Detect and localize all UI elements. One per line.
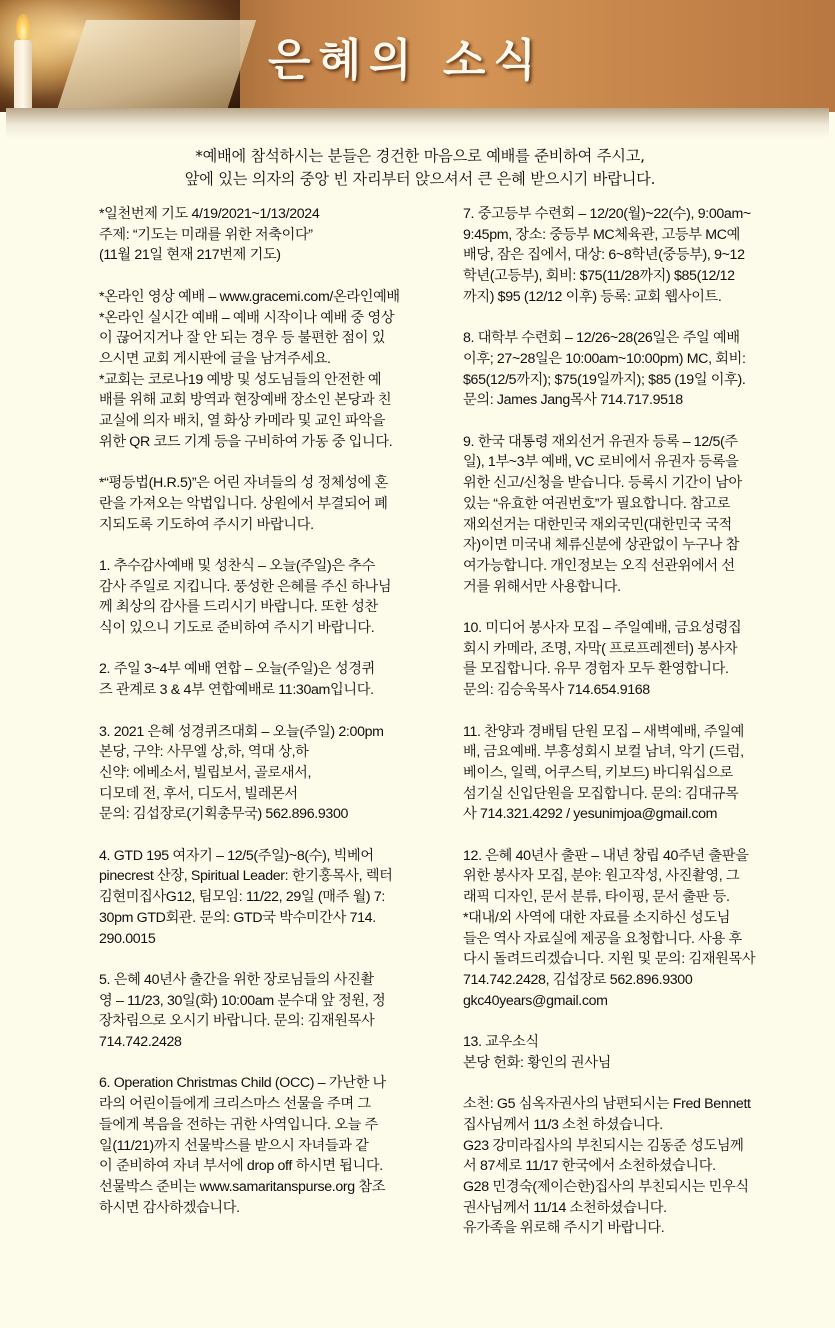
announcement-line: 본당 헌화: 황인의 권사님 xyxy=(463,1054,611,1071)
announcement-item xyxy=(463,846,813,1012)
announcement-line: 12. 은혜 40년사 출판 – 내년 창립 40주년 출판을 xyxy=(463,847,749,864)
announcement-line: gkc40years@gmail.com xyxy=(463,992,608,1009)
announcement-line: 배당, 잠은 집에서, 대상: 6~8학년(중등부), 9~12 xyxy=(463,247,745,264)
divider-band xyxy=(6,108,829,138)
announcement-line: 베이스, 일렉, 어쿠스틱, 키보드) 바디워십으로 xyxy=(463,764,733,781)
announcement-line: $65(12/5까지); $75(19일까지); $85 (19일 이후). xyxy=(463,371,746,388)
announcement-item xyxy=(463,328,813,411)
announcement-item xyxy=(99,556,449,639)
announcement-line: *일천번제 기도 4/19/2021~1/13/2024 xyxy=(99,206,320,222)
announcement-line: 290.0015 xyxy=(99,930,156,947)
announcement-line: 이 끊어지거나 잘 안 되는 경우 등 불편한 점이 있 xyxy=(99,330,386,347)
right-column xyxy=(463,204,813,1239)
intro-notice xyxy=(100,145,740,191)
announcement-line: 일), 1부~3부 예배, VC 로비에서 유권자 등록을 xyxy=(463,454,739,471)
announcement-line: 714.742.2428, 김섭장로 562.896.9300 xyxy=(463,971,693,988)
announcement-line: 래픽 디자인, 문서 분류, 타이핑, 문서 출판 등. xyxy=(463,889,730,906)
announcement-item xyxy=(99,1073,449,1218)
announcement-line: 식이 있으니 기도로 준비하여 주시기 바랍니다. xyxy=(99,620,375,637)
announcement-line: 문의: 김승욱목사 714.654.9168 xyxy=(463,682,650,699)
announcement-item xyxy=(99,970,449,1053)
open-bible-icon xyxy=(54,20,256,112)
announcement-item xyxy=(99,659,449,700)
announcement-line: 5. 은혜 40년사 출간을 위한 장로님들의 사진촬 xyxy=(99,971,374,988)
announcement-item xyxy=(99,722,449,826)
announcement-line: 서 87세로 11/17 한국에서 소천하셨습니다. xyxy=(463,1158,716,1175)
announcement-line: 여가능합니다. 개인정보는 오직 선관위에서 선 xyxy=(463,557,735,574)
announcement-line: 문의: 김섭장로(기획총무국) 562.896.9300 xyxy=(99,806,349,823)
announcement-line: 영 – 11/23, 30일(화) 10:00am 분수대 앞 정원, 정 xyxy=(99,992,386,1009)
announcement-line: 본당, 구약: 사무엘 상,하, 역대 상,하 xyxy=(99,744,309,761)
announcement-item xyxy=(463,1032,813,1073)
announcement-line: 있는 “유효한 여권번호”가 필요합니다. 참고로 xyxy=(463,495,731,512)
announcement-line: 다시 돌려드리겠습니다. 지원 및 문의: 김재원목사 xyxy=(463,951,756,968)
announcement-line: 으시면 교회 게시판에 글을 남겨주세요. xyxy=(99,350,331,367)
announcement-line: 사 714.321.4292 / yesunimjoa@gmail.com xyxy=(463,806,718,823)
flame-icon xyxy=(16,14,30,40)
announcement-line: 회시 카메라, 조명, 자막( 프로프레젠터) 봉사자 xyxy=(463,640,738,657)
announcement-line: 라의 어린이들에게 크리스마스 선물을 주며 그 xyxy=(99,1096,371,1113)
announcement-line: 하시면 감사하겠습니다. xyxy=(99,1199,240,1216)
announcement-line: 위한 봉사자 모집, 분야: 원고작성, 사진촬영, 그 xyxy=(463,868,740,885)
announcement-line: 디모데 전, 후서, 디도서, 빌레몬서 xyxy=(99,785,298,802)
announcement-line: *“평등법(H.R.5)”은 어린 자녀들의 성 정체성에 혼 xyxy=(99,475,388,492)
announcement-line: *온라인 실시간 예배 – 예배 시작이나 예배 중 영상 xyxy=(99,309,395,326)
announcement-line: 배를 위해 교회 방역과 현장예배 장소인 본당과 친 xyxy=(99,392,392,409)
announcement-line: 9:45pm, 장소: 중등부 MC체육관, 고등부 MC예 xyxy=(463,226,740,243)
announcement-line: 4. GTD 195 여자기 – 12/5(주일)~8(수), 빅베어 xyxy=(99,847,374,864)
announcement-line: 께 최상의 감사를 드리시기 바랍니다. 또한 성찬 xyxy=(99,599,378,616)
announcement-line: 문의: James Jang목사 714.717.9518 xyxy=(463,392,683,409)
announcement-line: 신약: 에베소서, 빌립보서, 골로새서, xyxy=(99,764,312,781)
announcement-item xyxy=(463,432,813,598)
announcement-line: 714.742.2428 xyxy=(99,1034,182,1051)
announcement-line: 7. 중고등부 수련회 – 12/20(월)~22(수), 9:00am~ xyxy=(463,206,751,222)
announcement-line: 소천: G5 심옥자권사의 남편되시는 Fred Bennett xyxy=(463,1096,751,1113)
announcement-item xyxy=(463,618,813,701)
announcement-line: 30pm GTD회관. 문의: GTD국 박수미간사 714. xyxy=(99,909,376,926)
announcement-item xyxy=(463,1094,813,1239)
announcement-line: (11월 21일 현재 217번제 기도) xyxy=(99,247,281,264)
announcement-line: 집사님께서 11/3 소천 하셨습니다. xyxy=(463,1116,663,1133)
announcement-line: 까지) $95 (12/12 이후) 등록: 교회 웹사이트. xyxy=(463,288,722,305)
left-column xyxy=(99,204,449,1218)
announcement-line: 11. 찬양과 경배팀 단원 모집 – 새벽예배, 주일예 xyxy=(463,723,744,740)
announcement-line: 1. 추수감사예배 및 성찬식 – 오늘(주일)은 추수 xyxy=(99,557,376,574)
announcement-line: 거를 위해서만 사용합니다. xyxy=(463,578,621,595)
announcement-item xyxy=(99,204,449,266)
announcement-line: 지되도록 기도하여 주시기 바랍니다. xyxy=(99,516,314,533)
candle-icon xyxy=(14,40,32,110)
announcement-line: *대내/외 사역에 대한 자료를 소지하신 성도님 xyxy=(463,909,731,926)
header-banner xyxy=(0,0,835,112)
announcement-line: 6. Operation Christmas Child (OCC) – 가난한 나 xyxy=(99,1075,386,1092)
announcement-line: *온라인 영상 예배 – www.gracemi.com/온라인예배 xyxy=(99,288,400,305)
announcement-line: 2. 주일 3~4부 예배 연합 – 오늘(주일)은 성경퀴 xyxy=(99,661,375,678)
announcement-line: 장차림으로 오시기 바랍니다. 문의: 김재원목사 xyxy=(99,1013,375,1030)
announcement-line: 들은 역사 자료실에 제공을 요청합니다. 사용 후 xyxy=(463,930,742,947)
announcement-line: 주제: “기도는 미래를 위한 저축이다” xyxy=(99,226,313,243)
announcement-line: 배, 금요예배. 부흥성회시 보컬 남녀, 악기 (드럼, xyxy=(463,744,744,761)
announcement-item xyxy=(99,287,449,453)
intro-line: *예배에 참석하시는 분들은 경건한 마음으로 예배를 준비하여 주시고, xyxy=(195,147,645,165)
announcement-line: 교실에 의자 배치, 열 화상 카메라 및 교인 파악을 xyxy=(99,413,386,430)
announcement-line: 를 모집합니다. 유무 경험자 모두 환영합니다. xyxy=(463,661,729,678)
announcement-line: G23 강미라집사의 부친되시는 김동준 성도님께 xyxy=(463,1137,744,1154)
announcement-line: pinecrest 산장, Spiritual Leader: 한기홍목사, 렉터 xyxy=(99,868,393,885)
announcement-line: 섬기실 신입단원을 모집합니다. 문의: 김대규목 xyxy=(463,785,739,802)
announcement-line: 이후; 27~28일은 10:00am~10:00pm) MC, 회비: xyxy=(463,350,746,367)
announcement-line: 김현미집사G12, 팀모임: 11/22, 29일 (매주 월) 7: xyxy=(99,889,386,906)
announcement-line: G28 민경숙(제이슨한)집사의 부친되시는 민우식 xyxy=(463,1178,749,1195)
intro-line: 앞에 있는 의자의 중앙 빈 자리부터 앉으셔서 큰 은혜 받으시기 바랍니다. xyxy=(184,170,656,188)
announcement-item xyxy=(99,473,449,535)
announcement-line: 유가족을 위로해 주시기 바랍니다. xyxy=(463,1220,665,1237)
announcement-line: 9. 한국 대통령 재외선거 유권자 등록 – 12/5(주 xyxy=(463,433,738,450)
announcement-line: 이 준비하여 자녀 부서에 drop off 하시면 됩니다. xyxy=(99,1158,383,1175)
page-title: 은혜의 소식 xyxy=(268,35,544,86)
announcement-line: 일(11/21)까지 선물박스를 받으시 자녀들과 같 xyxy=(99,1137,369,1154)
announcement-line: 감사 주일로 지킵니다. 풍성한 은혜를 주신 하나님 xyxy=(99,578,392,595)
announcement-line: 재외선거는 대한민국 재외국민(대한민국 국적 xyxy=(463,516,732,533)
announcement-line: *교회는 코로나19 예방 및 성도님들의 안전한 예 xyxy=(99,371,382,388)
announcement-line: 13. 교우소식 xyxy=(463,1034,539,1051)
announcement-line: 위한 신고/신청을 받습니다. 등록시 기간이 남아 xyxy=(463,475,742,492)
candle-and-bible-photo xyxy=(0,0,240,112)
announcement-line: 3. 2021 은혜 성경퀴즈대회 – 오늘(주일) 2:00pm xyxy=(99,723,384,740)
announcement-line: 권사님께서 11/14 소천하셨습니다. xyxy=(463,1199,667,1216)
announcement-line: 8. 대학부 수련회 – 12/26~28(26일은 주일 예배 xyxy=(463,330,740,347)
announcement-line: 즈 관계로 3 & 4부 연합예배로 11:30am입니다. xyxy=(99,682,374,699)
announcement-line: 들에게 복음을 전하는 귀한 사역입니다. 오늘 주 xyxy=(99,1116,378,1133)
announcement-item xyxy=(463,204,813,308)
announcement-line: 위한 QR 코드 기계 등을 구비하여 가동 중 입니다. xyxy=(99,433,393,450)
announcement-line: 학년(고등부), 회비: $75(11/28까지) $85(12/12 xyxy=(463,268,735,285)
announcement-item xyxy=(99,846,449,950)
announcement-line: 자)이면 미국내 체류신분에 상관없이 누구나 참 xyxy=(463,537,740,554)
announcement-line: 10. 미디어 봉사자 모집 – 주일예배, 금요성령집 xyxy=(463,620,742,637)
announcement-line: 란을 가져오는 악법입니다. 상원에서 부결되어 폐 xyxy=(99,495,388,512)
announcement-item xyxy=(463,722,813,826)
announcement-line: 선물박스 준비는 www.samaritanspurse.org 참조 xyxy=(99,1178,386,1195)
